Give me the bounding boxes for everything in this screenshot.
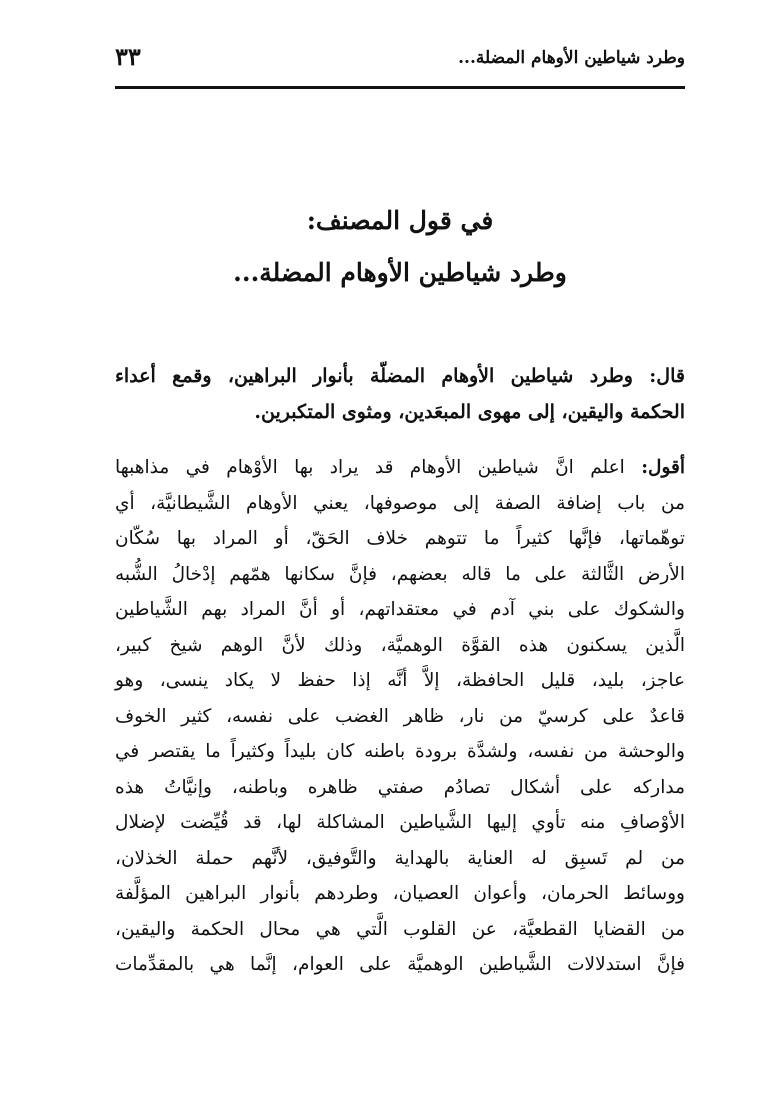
body-line: من باب إضافة الصفة إلى موصوفها، يعني الأوهام الشَّيطانيَّة، أي [115,492,685,514]
quote-line-1-text: وطرد شياطين الأوهام المضلّة بأنوار البراهين، وقمع أعداء [115,365,633,387]
quote-line [115,358,685,394]
heading-line-1: في قول المصنف: [306,206,494,235]
body-paragraph [115,450,685,983]
running-header [115,42,685,89]
body-line: الأوْصافِ منه تأوي إليها الشَّياطين المشاكلة لها، قد قُيِّضت لإضلال [115,812,685,833]
page-number: ٣٣ [115,42,141,71]
body-line: من لم تَسبِق له العناية بالهداية والتَّوفيق، لأنَّهم حملة الخذلان، [115,847,685,869]
body-line: ووسائط الحرمان، وأعوان العصيان، وطردهم بأنوار البراهين المؤلَّفة [115,883,685,904]
body-line: فإنَّ استدلالات الشَّياطين الوهميَّة على العوام، إنَّما هي بالمقدِّمات [115,954,685,975]
body-line: والشكوك على بني آدم في معتقداتهم، أو أنَّ المراد بهم الشَّياطين [115,599,685,620]
body-line: الَّذين يسكنون هذه القوَّة الوهميَّة، وذلك لأنَّ الوهم شيخ كبير، [115,634,685,656]
body-lead: أقول: [641,457,685,478]
body-line [115,450,685,486]
body-line: توهّماتها، فإنَّها كثيراً ما تتوهم خلاف الحَقّ، أو المراد بها سُكّان [115,528,685,549]
body-line: والوحشة من نفسه، ولشدَّة برودة باطنه كان بليداً وكثيراً ما يقتصر في [115,741,685,762]
body-line: من القضايا القطعيَّة، عن القلوب الَّتي هي محال الحكمة واليقين، [115,918,685,940]
body-line: قاعدٌ على كرسيّ من نار، ظاهر الغضب على نفسه، كثير الخوف [115,705,685,727]
body-line: مداركه على أشكال تصادُم صفتي ظاهره وباطنه، وإنيَّاتُ هذه [115,776,685,798]
running-title: وطرد شياطين الأوهام المضلة... [458,48,685,68]
heading-line-2: وطرد شياطين الأوهام المضلة... [233,258,567,287]
quote-paragraph [115,358,685,430]
quote-lead: قال: [649,365,685,387]
body-line: الأرض الثَّالثة على ما قاله بعضهم، فإنَّ سكانها همّهم إدْخالُ الشُّبه [115,563,685,585]
chapter-heading [115,195,685,299]
body-line-1-text: اعلم انَّ شياطين الأوهام قد يراد بها الأوْهام في مذاهبها [115,457,625,478]
quote-line-2: الحكمة واليقين، إلى مهوى المبعَدين، ومثوى المتكبرين. [254,401,685,423]
body-line: عاجز، بليد، قليل الحافظة، إلاَّ أنَّه إذا حفظ لا يكاد ينسى، وهو [115,670,685,691]
